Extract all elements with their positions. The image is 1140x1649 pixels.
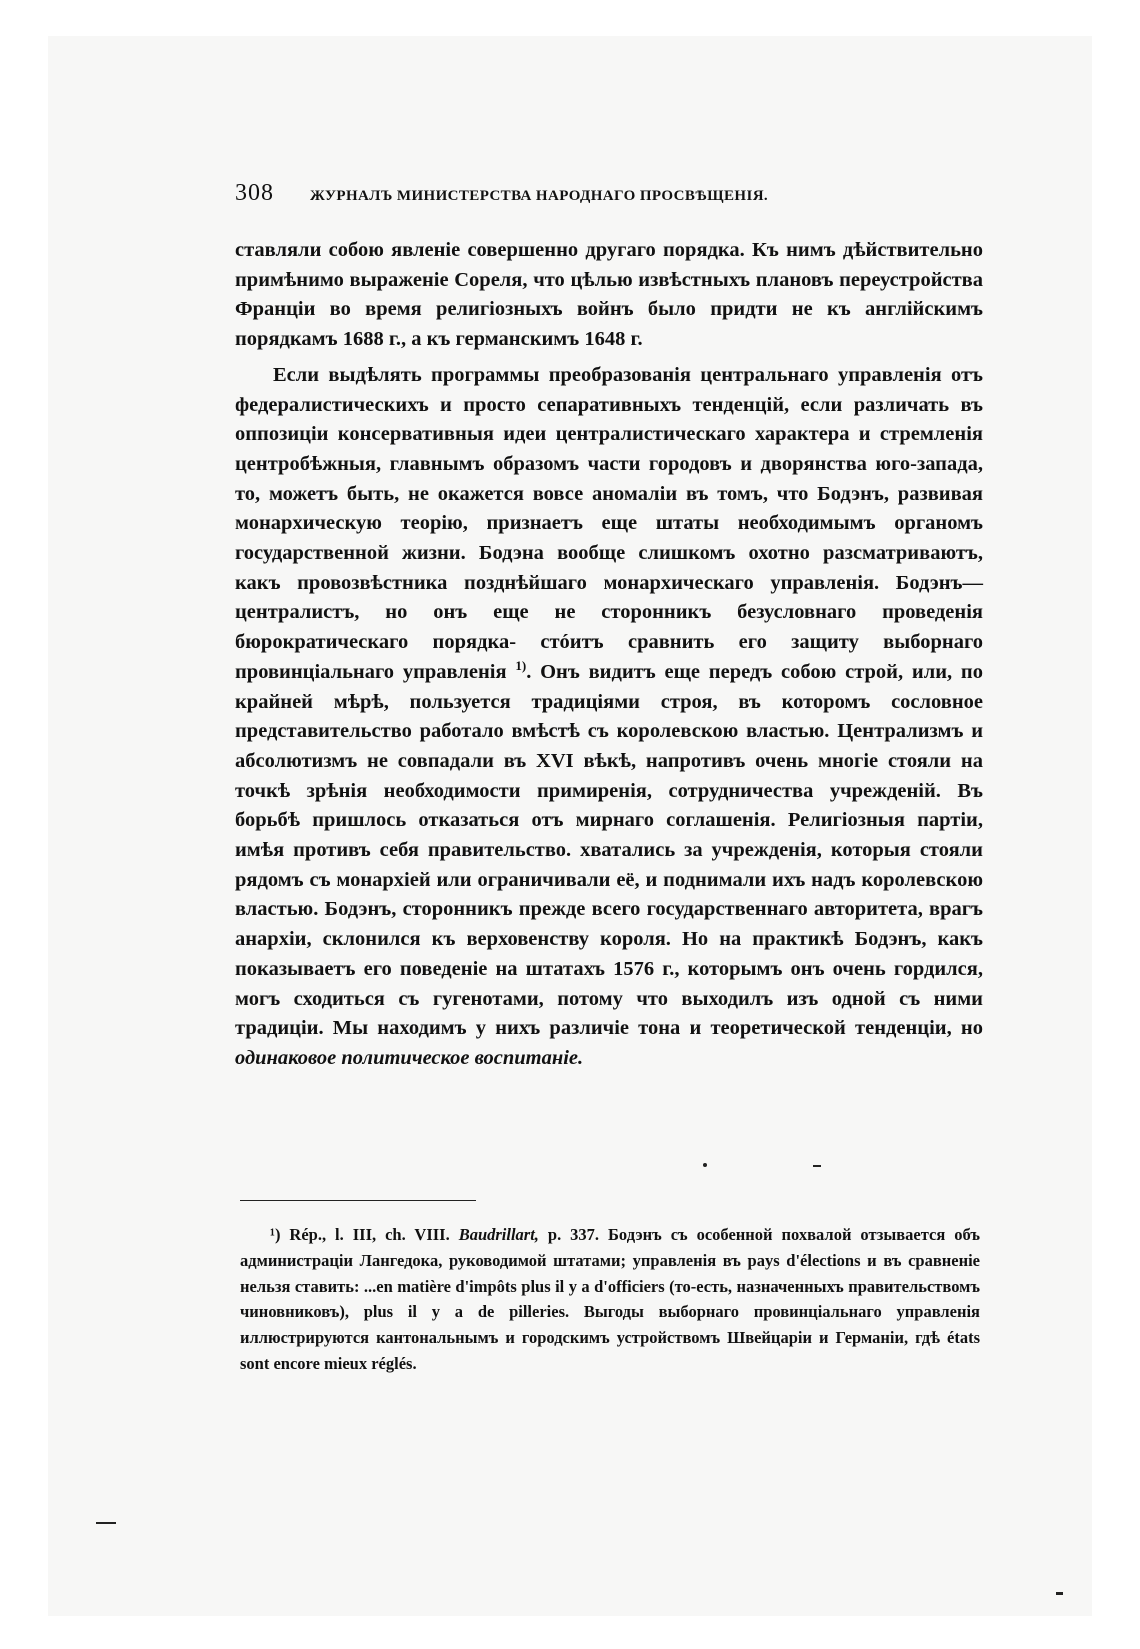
page-number: 308	[235, 180, 274, 206]
paragraph-2-italic: одинаковое политическое воспитаніе.	[235, 1046, 584, 1069]
main-text	[235, 236, 983, 1074]
footnote-marker: ¹)	[270, 1225, 281, 1244]
footnote-author: Baudrillart,	[458, 1225, 539, 1244]
margin-mark	[96, 1522, 116, 1524]
paragraph-2	[235, 361, 983, 1074]
print-speck	[813, 1165, 821, 1167]
running-head: ЖУРНАЛЪ МИНИСТЕРСТВА НАРОДНАГО ПРОСВѢЩЕНІЯ.	[310, 188, 769, 204]
footnote-reference: 1)	[515, 658, 527, 674]
paragraph-2-part-2: . Онъ видитъ еще передъ собою строй, или, по крайней мѣрѣ, пользуется традиціями строя, въ которомъ сословное представительство работало вмѣстѣ съ королевскою властью. Централизмъ и абсолютизмъ не совпадали въ XVI вѣкѣ, напротивъ очень многіе стояли на точкѣ зрѣнія необходимости примиренія, сотрудничества учрежденій. Въ борьбѣ пришлось отказаться отъ мирнаго соглашенія. Религіозныя партіи, имѣя противъ себя правительство. хватались за учрежденія, которыя стояли рядомъ съ монархіей или ограничивали её, и поднимали ихъ надъ королевскою властью. Бодэнъ, сторонникъ прежде всего государственнаго авторитета, врагъ анархіи, склонился къ верховенству короля. Но на практикѣ Бодэнъ, какъ показываетъ его поведеніе на штатахъ 1576 г., которымъ онъ очень гордился, могъ сходиться съ гугенотами, потому что выходилъ изъ одной съ ними традиціи. Мы находимъ у нихъ различіе тона и теоретической тенденціи, но	[235, 660, 983, 1040]
paragraph-2-part-1: Если выдѣлять программы преобразованія центральнаго управленія отъ федералистическихъ и просто сепаративныхъ тенденцій, если различать въ оппозиціи консервативныя идеи централистическаго характера и стремленія центробѣжныя, главнымъ образомъ части городовъ и дворянства юго-запада, то, можетъ быть, не окажется вовсе аномаліи въ томъ, что Бодэнъ, развивая монархическую теорію, признаетъ еще штаты необходимымъ органомъ государственной жизни. Бодэна вообще слишкомъ охотно разсматриваютъ, какъ провозвѣстника позднѣйшаго монархическаго управленія. Бодэнъ—централистъ, но онъ еще не сторонникъ безусловнаго проведенія бюрократическаго порядка- стóитъ сравнить его защиту выборнаго провинціальнаго управленія	[235, 363, 983, 683]
paragraph-1: ставляли собою явленіе совершенно другаго порядка. Къ нимъ дѣйствительно примѣнимо выраженіе Сореля, что цѣлью извѣстныхъ плановъ переустройства Франціи во время религіозныхъ войнъ было придти не къ англійскимъ порядкамъ 1688 г., а къ германскимъ 1648 г.	[235, 239, 983, 351]
footnote-separator	[240, 1200, 476, 1201]
page-header	[235, 180, 995, 214]
print-speck	[703, 1163, 707, 1167]
footnote-text-part-1: Rép., l. III, ch. VIII.	[280, 1225, 459, 1244]
margin-mark	[1056, 1592, 1063, 1595]
footnote	[240, 1222, 980, 1377]
footnote-text-part-2: p. 337. Бодэнъ съ особенной похвалой отзывается объ администраціи Лангедока, руководимой штатами; управленія въ pays d'élections и въ сравненіе нельзя ставить: ...en matière d'impôts plus il y a d'officiers (то-есть, назначенныхъ правительствомъ чиновниковъ), plus il y a de pilleries. Выгоды выборнаго провинціальнаго управленія иллюстрируются кантональнымъ и городскимъ устройствомъ Швейцаріи и Германіи, гдѣ états sont encore mieux réglés.	[240, 1225, 980, 1373]
